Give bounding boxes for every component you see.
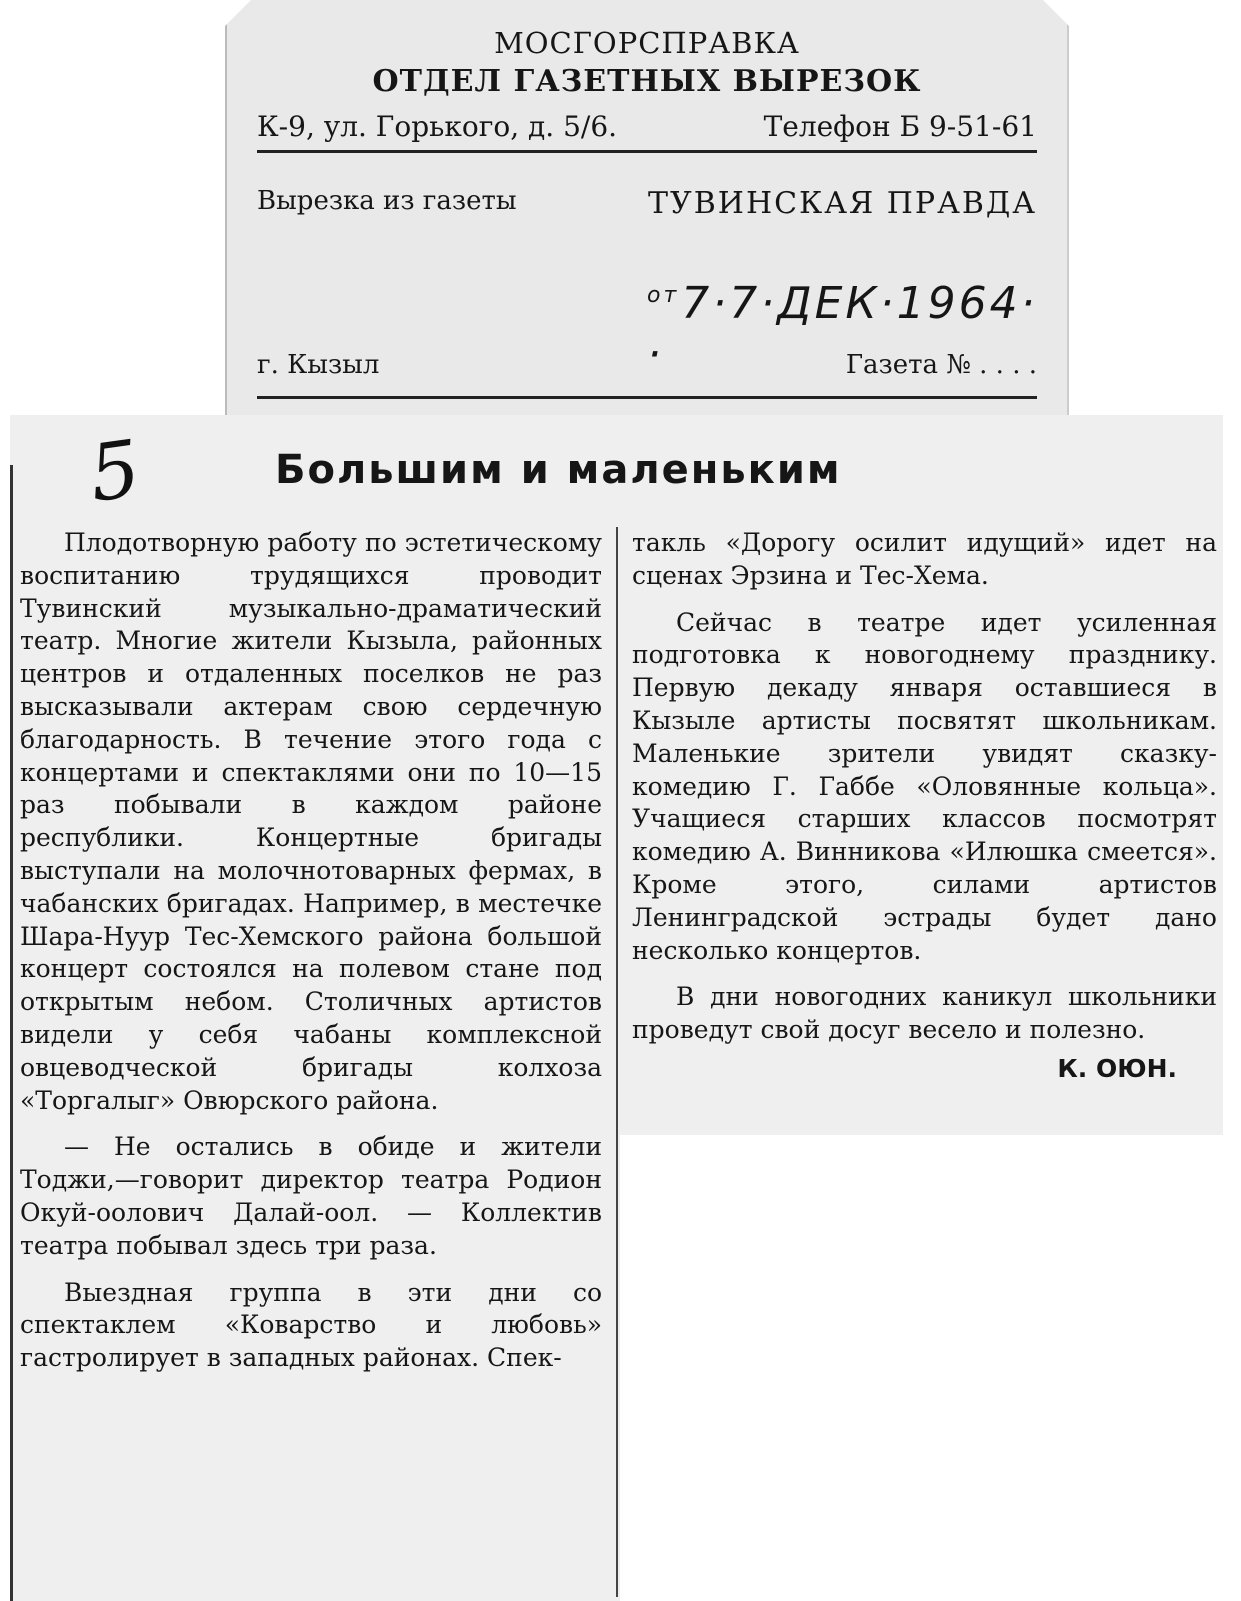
city: г. Кызыл xyxy=(257,350,380,380)
paragraph: такль «Дорогу осилит идущий» идет на сценах Эрзина и Тес-Хема. xyxy=(632,528,1217,590)
left-column xyxy=(20,527,602,1375)
clipping-edge xyxy=(10,465,13,1601)
org-name: МОСГОРСПРАВКА xyxy=(494,26,800,60)
right-column xyxy=(632,527,1217,1086)
paragraph: Сейчас в театре идет усиленная подготовка к новогоднему празднику. Первую декаду января оставшиеся в Кызыле артисты посвятят школьникам. Маленькие зрители увидят сказку-комедию Г. Габбе «Оловянные кольца». Учащиеся старших классов посмотрят комедию А. Винникова «Илюшка смеется». Кроме этого, силами артистов Ленинградской эстрады будет дано несколько концертов. xyxy=(632,607,1217,965)
issue-number-label: Газета № . . . . xyxy=(845,350,1037,380)
date-prefix: от xyxy=(647,283,680,309)
author-signature: К. ОЮН. xyxy=(1057,1053,1177,1083)
cut-from-label: Вырезка из газеты xyxy=(257,186,517,216)
footer-rule xyxy=(257,396,1037,399)
newspaper-clipping xyxy=(10,415,1223,1601)
phone: Телефон Б 9-51-61 xyxy=(763,110,1037,143)
newspaper-name: ТУВИНСКАЯ ПРАВДА xyxy=(648,186,1037,221)
column-divider xyxy=(616,527,618,1597)
slip-corner-cut xyxy=(225,0,251,26)
paragraph: — Не остались в обиде и жители Тоджи,—говорит директор театра Родион Окуй-оолович Далай-оол. — Коллектив театра побывал здесь три раза. xyxy=(20,1132,602,1260)
paragraph: Выездная группа в эти дни со спектаклем «Коварство и любовь» гастролирует в западных районах. Спек- xyxy=(20,1277,602,1373)
paragraph: Плодотворную работу по эстетическому воспитанию трудящихся проводит Тувинский музыкально-драматический театр. Многие жители Кызыла, районных центров и отдаленных поселков не раз высказывали актерам свою сердечную благодарность. В течение этого года с концертами и спектаклями они по 10—15 раз побывали в каждом районе республики. Концертные бригады выступали на молочнотоварных фермах, в чабанских бригадах. Например, в местечке Шара-Нуур Тес-Хемского района большой концерт состоялся на полевом стане под открытым небом. Столичных артистов видели у себя чабаны комплексной овцеводческой бригады колхоза «Торгалыг» Овюрского района. xyxy=(20,528,602,1115)
date-value: 7·7·ДЕК·1964· · xyxy=(647,278,1038,380)
article-title: Большим и маленьким xyxy=(275,447,842,493)
paragraph: В дни новогодних каникул школьники проведут свой досуг весело и полезно. xyxy=(632,982,1217,1045)
department-name: ОТДЕЛ ГАЗЕТНЫХ ВЫРЕЗОК xyxy=(372,64,922,99)
address: К-9, ул. Горького, д. 5/6. xyxy=(257,110,618,143)
handwritten-number: 5 xyxy=(83,423,146,521)
slip-corner-cut xyxy=(1043,0,1069,26)
clipping-service-slip xyxy=(225,0,1069,425)
header-rule xyxy=(257,150,1037,153)
